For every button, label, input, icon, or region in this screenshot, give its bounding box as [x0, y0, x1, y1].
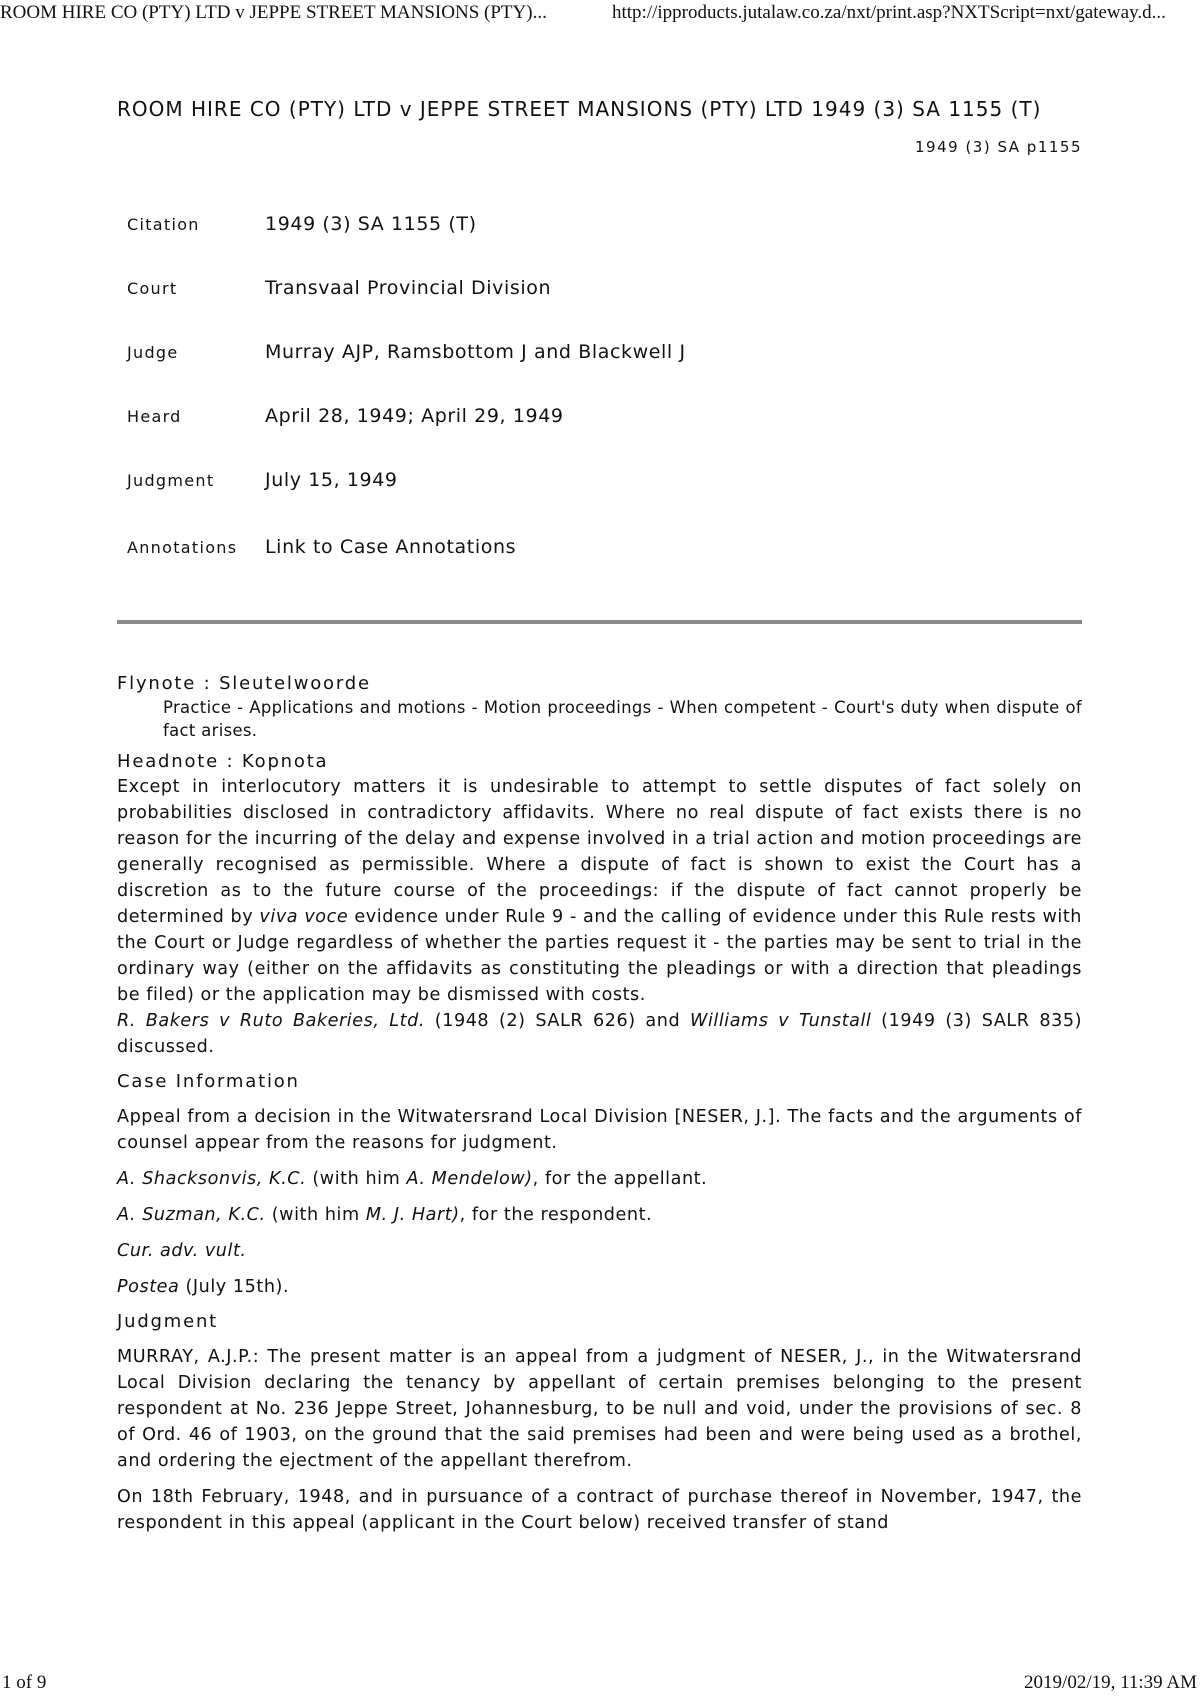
- flynote-heading: Flynote : Sleutelwoorde: [117, 673, 371, 694]
- judgment-paragraph: On 18th February, 1948, and in pursuance of a contract of purchase thereof in November, 1947, the respondent in this appeal (applicant in the Court below) received transfer of stand: [117, 1487, 1082, 1533]
- metadata-label: Judge: [127, 342, 179, 362]
- metadata-row: [127, 448, 686, 512]
- print-footer: [0, 1672, 1200, 1696]
- print-timestamp: 2019/02/19, 11:39 AM: [1024, 1672, 1197, 1693]
- judgment-heading: Judgment: [117, 1311, 219, 1332]
- flynote-text: Practice - Applications and motions - Motion proceedings - When competent - Court's duty when dispute of fact arises.: [163, 698, 1082, 740]
- metadata-value: Transvaal Provincial Division: [265, 277, 552, 299]
- document-body: [117, 96, 1082, 1536]
- metadata-label: Annotations: [127, 537, 238, 557]
- metadata-row: [127, 384, 686, 448]
- headnote-paragraph: Except in interlocutory matters it is undesirable to attempt to settle disputes of fact solely on probabilities disclosed in contradictory affidavits. Where no real dispute of fact exists there is no reason for the incurring of the delay and expense involved in a trial action and motion proceedings are generally recognised as permissible. Where a dispute of fact is shown to exist the Court has a discretion as to the future course of the proceedings: if the dispute of fact cannot properly be determined by viva voce evidence under Rule 9 - and the calling of evidence under this Rule rests with the Court or Judge regardless of whether the parties request it - the parties may be sent to trial in the ordinary way (either on the affidavits as constituting the pleadings or with a direction that pleadings be filed) or the application may be dismissed with costs.: [117, 777, 1082, 1005]
- appeal-paragraph: Appeal from a decision in the Witwatersrand Local Division [NESER, J.]. The facts and the arguments of counsel appear from the reasons for judgment.: [117, 1107, 1082, 1153]
- postea-line: Postea (July 15th).: [117, 1277, 290, 1297]
- metadata-value: April 28, 1949; April 29, 1949: [265, 405, 564, 427]
- print-header-url: http://ipproducts.jutalaw.co.za/nxt/print.asp?NXTScript=nxt/gateway.d...: [612, 2, 1166, 23]
- print-header-title: ROOM HIRE CO (PTY) LTD v JEPPE STREET MANSIONS (PTY)...: [0, 2, 547, 23]
- counsel-respondent: A. Suzman, K.C. (with him M. J. Hart), for the respondent.: [117, 1205, 653, 1225]
- case-title: ROOM HIRE CO (PTY) LTD v JEPPE STREET MANSIONS (PTY) LTD 1949 (3) SA 1155 (T): [117, 97, 1042, 121]
- case-information-heading: Case Information: [117, 1071, 300, 1092]
- metadata-row: [127, 192, 686, 256]
- section-divider: [117, 620, 1082, 624]
- metadata-row: [127, 512, 686, 582]
- headnote-cases-paragraph: R. Bakers v Ruto Bakeries, Ltd. (1948 (2) SALR 626) and Williams v Tunstall (1949 (3) SALR 835) discussed.: [117, 1011, 1083, 1057]
- case-metadata-table: [127, 192, 686, 582]
- metadata-row: [127, 320, 686, 384]
- metadata-label: Court: [127, 278, 178, 298]
- headnote-heading: Headnote : Kopnota: [117, 751, 329, 772]
- metadata-value: July 15, 1949: [265, 469, 398, 491]
- metadata-row: [127, 256, 686, 320]
- metadata-label: Heard: [127, 406, 182, 426]
- print-header: [0, 2, 1200, 28]
- case-annotations-link[interactable]: Link to Case Annotations: [265, 536, 517, 558]
- counsel-appellant: A. Shacksonvis, K.C. (with him A. Mendelow), for the appellant.: [117, 1169, 708, 1189]
- metadata-value: Murray AJP, Ramsbottom J and Blackwell J: [265, 341, 686, 363]
- metadata-value: 1949 (3) SA 1155 (T): [265, 213, 477, 235]
- cur-adv-vult: Cur. adv. vult.: [117, 1241, 247, 1261]
- judgment-paragraph: MURRAY, A.J.P.: The present matter is an appeal from a judgment of NESER, J., in the Witwatersrand Local Division declaring the tenancy by appellant of certain premises belonging to the present respondent at No. 236 Jeppe Street, Johannesburg, to be null and void, under the provisions of sec. 8 of Ord. 46 of 1903, on the ground that the said premises had been and were being used as a brothel, and ordering the ejectment of the appellant therefrom.: [117, 1347, 1082, 1471]
- metadata-label: Citation: [127, 214, 200, 234]
- metadata-label: Judgment: [127, 470, 215, 490]
- page-count: 1 of 9: [2, 1672, 47, 1693]
- page-reference: 1949 (3) SA p1155: [915, 138, 1082, 156]
